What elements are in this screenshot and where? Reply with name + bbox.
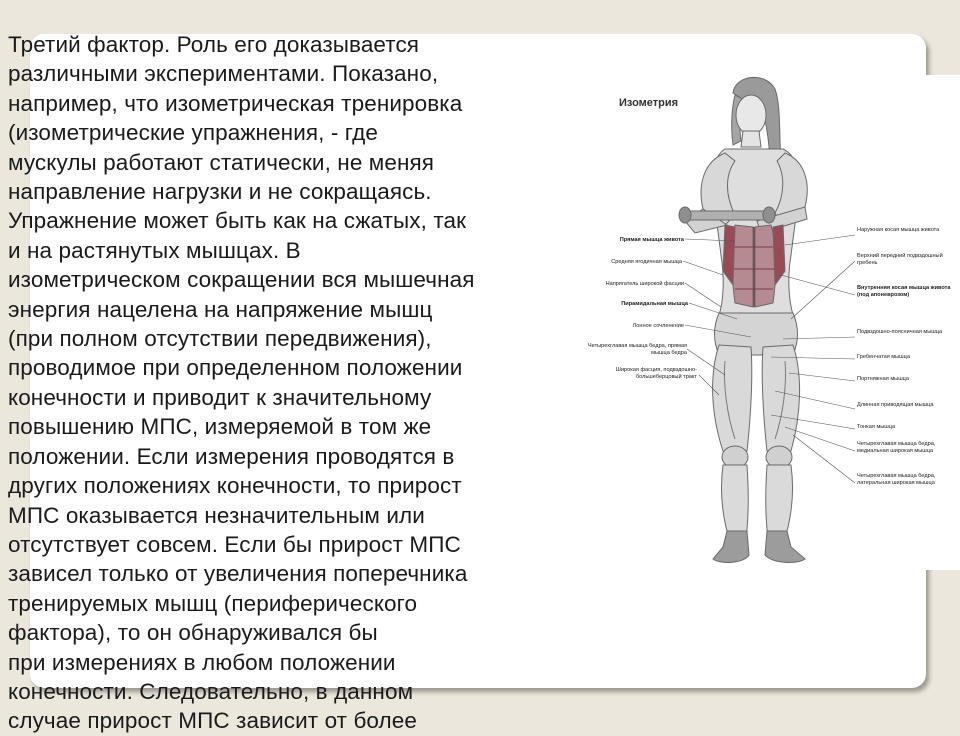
label-pectineus: Гребенчатая мышца (857, 354, 910, 360)
figure-body (679, 77, 807, 562)
label-fascia-lata: Широкая фасция, подвздошно-большеберцовый тракт (615, 367, 697, 380)
label-iliac-crest: Верхний передний подвздошный гребень (857, 253, 943, 266)
isometry-illustration (585, 75, 960, 570)
label-vastus-medialis: Четырехглавая мышца бедра, медиальная широкая мышца (857, 441, 936, 454)
label-internal-oblique: Внутренняя косая мышца живота (под апоневрозом) (857, 285, 951, 298)
label-iliopsoas: Подвздошно-поясничная мышца (857, 329, 943, 335)
label-external-oblique: Наружная косая мышца живота (857, 227, 940, 233)
label-rectus-femoris: Четырехглавая мышца бедра, прямая мышца бедра (587, 343, 687, 356)
label-tensor-fasciae: Напрягатель широкой фасции (605, 281, 684, 287)
anatomy-figure (585, 75, 960, 570)
body-text: Третий фактор. Роль его доказывается различными экспериментами. Показано, например, что изометрическая тренировка (изометрические упражнения, - где мускулы работают статически, не меняя направление нагрузки и не сокращаясь. Упражнение может быть как на сжатых, так и на растянутых мышцах. В изометрическом сокращении вся мышечная энергия нацелена на напряжение мышц (при полном отсутствии передвижения), проводимое при определенном положении конечности и приводит к значительному повышению МПС, измеряемой в том же положении. Если измерения проводятся в других положениях конечности, то прирост МПС оказывается незначительным или отсутствует совсем. Если бы прирост МПС зависел только от увеличения поперечника тренируемых мышц (периферического фактора), то он обнаруживался бы при измерениях в любом положении конечности. Следовательно, в данном случае прирост МПС зависит от более (8, 32, 475, 734)
label-pubic-symphysis: Лонное сочленение (632, 323, 684, 329)
label-rectus-abdominis: Прямая мышца живота (619, 237, 684, 243)
label-gracilis: Тонкая мышца (857, 424, 896, 430)
label-pyramidalis: Пирамидальная мышца (621, 301, 688, 307)
label-gluteus-medius: Средняя ягодичная мышца (611, 259, 682, 265)
figure-title: Изометрия (619, 97, 679, 109)
label-adductor-longus: Длинная приводящая мышца (857, 402, 934, 408)
label-vastus-lateralis: Четырехглавая мышца бедра, латеральная широкая мышца (857, 473, 936, 486)
right-labels (857, 227, 952, 499)
left-labels (585, 237, 697, 387)
label-sartorius: Портняжная мышца (857, 376, 909, 382)
